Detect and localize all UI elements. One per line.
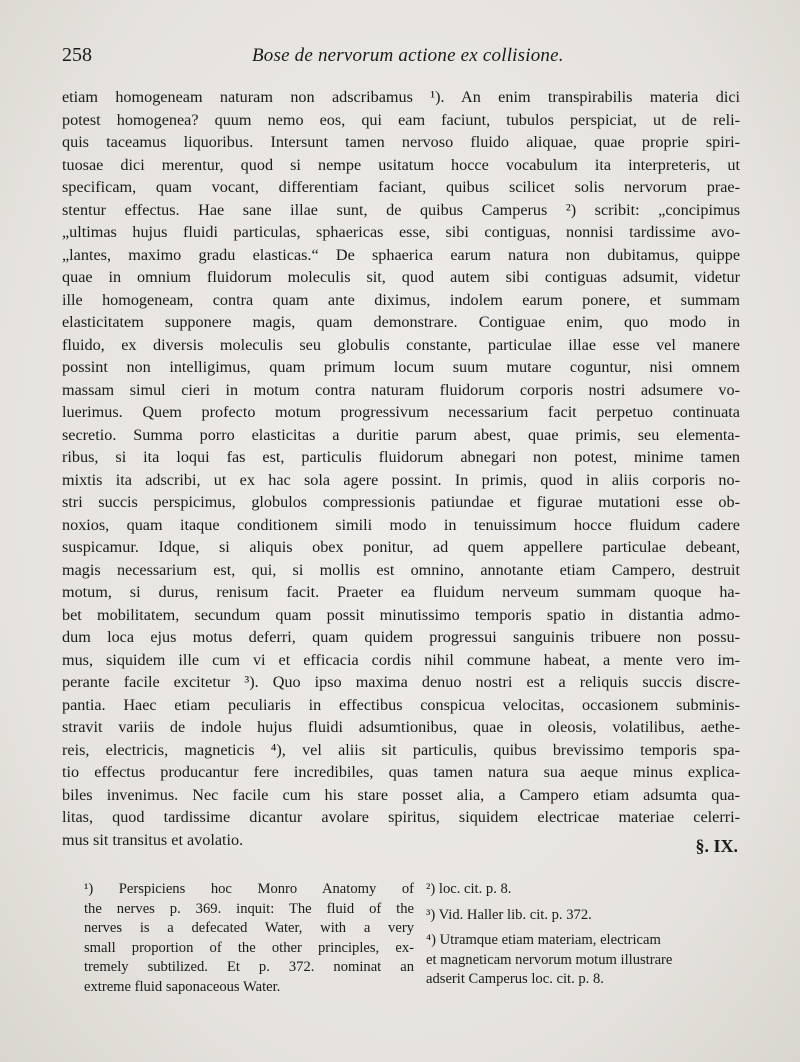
body-line: quis taceamus liquoribus. Intersunt tamen nervoso fluido aliquae, quae proprie spiri- (62, 133, 740, 151)
section-heading: §. IX. (695, 836, 738, 856)
body-line: reis, electricis, magneticis ⁴), vel aliis sit particulis, quibus brevissimo temporis spa- (62, 740, 740, 759)
footnote-line: extreme fluid saponaceous Water. (84, 978, 281, 995)
body-line: stravit variis de indole hujus fluidi adsumtionibus, quae in oleosis, volatilibus, aethe- (62, 718, 740, 736)
body-line: possint non intelligimus, quam primum locum suum mutare coguntur, nisi omnem (62, 358, 740, 376)
body-line: „ultimas hujus fluidi particulas, sphaericas esse, sibi contiguas, nonnisi tardissime avo- (62, 223, 740, 241)
body-line: suspicamur. Idque, si aliquis obex ponitur, ad quem appellere particulae debeant, (62, 538, 740, 556)
body-line: „lantes, maximo gradu elasticas.“ De sphaerica earum natura non dubitamus, quippe (62, 245, 740, 264)
footnote-line: the nerves p. 369. inquit: The fluid of the (84, 900, 414, 917)
footnote-column-right (426, 880, 756, 990)
body-line: luerimus. Quem profecto motum progressivum necessarium facit perpetuo continuata (62, 403, 740, 421)
page-header (62, 44, 742, 74)
body-line: quae in omnium fluidorum moleculis sit, quod autem sibi contiguas adsumit, videtur (62, 268, 740, 286)
footnote-4-line: adserit Camperus loc. cit. p. 8. (426, 971, 604, 987)
footnote-line: tremely subtilized. Et p. 372. nominat an (84, 959, 414, 975)
body-line: mus sit transitus et avolatio. (62, 830, 244, 849)
body-line: biles invenimus. Nec facile cum his stare posset alia, a Campero etiam adsumta qua- (62, 785, 740, 804)
running-title: Bose de nervorum actione ex collisione. (252, 45, 564, 66)
body-line: tio effectus producantur fere incredibiles, quas tamen natura sua aeque minus explica- (62, 763, 740, 781)
footnote-line: ¹) Perspiciens hoc Monro Anatomy of (84, 881, 414, 897)
body-line: stri succis perspicimus, globulos compressionis patiundae et figurae mutationi esse ob- (62, 493, 740, 511)
body-line: specificam, quam vocant, differentiam faciant, quibus scilicet solis nervorum prae- (62, 178, 740, 196)
body-text (62, 86, 740, 851)
body-line: motum, si durus, renisum facit. Praeter ea fluidum nerveum summam quoque ha- (62, 583, 740, 601)
footnote-4-line: et magneticam nervorum motum illustrare (426, 951, 673, 968)
footnote-line: small proportion of the other principles, ex- (84, 939, 414, 956)
body-line: mus, siquidem ille cum vi et efficacia cordis nihil commune habeat, a mente vero im- (62, 650, 740, 669)
body-line: litas, quod tardissime dicantur avolare spiritus, siquidem electricae materiae celerri- (62, 808, 740, 826)
footnote-3: ³) Vid. Haller lib. cit. p. 372. (426, 906, 592, 923)
footnote-line: nerves is a defecated Water, with a very (84, 920, 414, 936)
footnote-2: ²) loc. cit. p. 8. (426, 881, 512, 897)
body-line: magis necessarium est, qui, si mollis est omnino, annotante etiam Campero, destruit (62, 560, 740, 579)
body-line: bet mobilitatem, secundum quam possit minutissimo temporis spatio in distantia admo- (62, 605, 740, 624)
body-line: dum loca ejus motus deferri, quam quidem progressui sanguinis tribuere non possu- (62, 628, 740, 646)
body-line: ribus, si ita loqui fas est, particulis fluidorum abnegari non potest, minime tamen (62, 448, 740, 466)
body-line: noxios, quam itaque conditionem simili modo in tenuissimum hocce fluidum cadere (62, 515, 740, 534)
body-line: massam simul cieri in motum contra naturam fluidorum corporis nostri adsumere vo- (62, 380, 740, 399)
body-line: ille homogeneam, contra quam ante diximus, indolem earum ponere, et summam (62, 290, 740, 309)
body-line: pantia. Haec etiam peculiaris in effectibus conspicua velocitas, occasionem subminis- (62, 695, 740, 714)
body-line: fluido, ex diversis moleculis seu globulis constante, particulae illae esse vel manere (62, 335, 740, 354)
body-line: secretio. Summa porro elasticitas a duritie parum abest, quae primis, seu elementa- (62, 425, 740, 444)
body-line: elasticitatem supponere magis, quam demonstrare. Contiguae enim, quo modo in (62, 313, 740, 331)
page-number: 258 (62, 44, 92, 66)
body-line: etiam homogeneam naturam non adscribamus ¹). An enim transpirabilis materia dici (62, 88, 740, 106)
body-line: perante facile excitetur ³). Quo ipso maxima denuo nostri est a reliquis succis discre- (62, 673, 740, 691)
body-line: mixtis ita adscribi, ut ex hac sola agere possint. In primis, quod in aliis corporis no- (62, 470, 740, 489)
footnote-column-left (84, 880, 414, 997)
body-line: tuosae dici merentur, quod si nempe usitatum hocce vocabulum ita interpreteris, ut (62, 155, 740, 174)
body-line: stentur effectus. Hae sane illae sunt, de quibus Camperus ²) scribit: „concipimus (62, 200, 740, 219)
footnote-4-line: ⁴) Utramque etiam materiam, electricam (426, 932, 661, 948)
body-line: potest homogenea? quum nemo eos, qui eam faciunt, tubulos perspiciat, ut de reli- (62, 110, 740, 129)
